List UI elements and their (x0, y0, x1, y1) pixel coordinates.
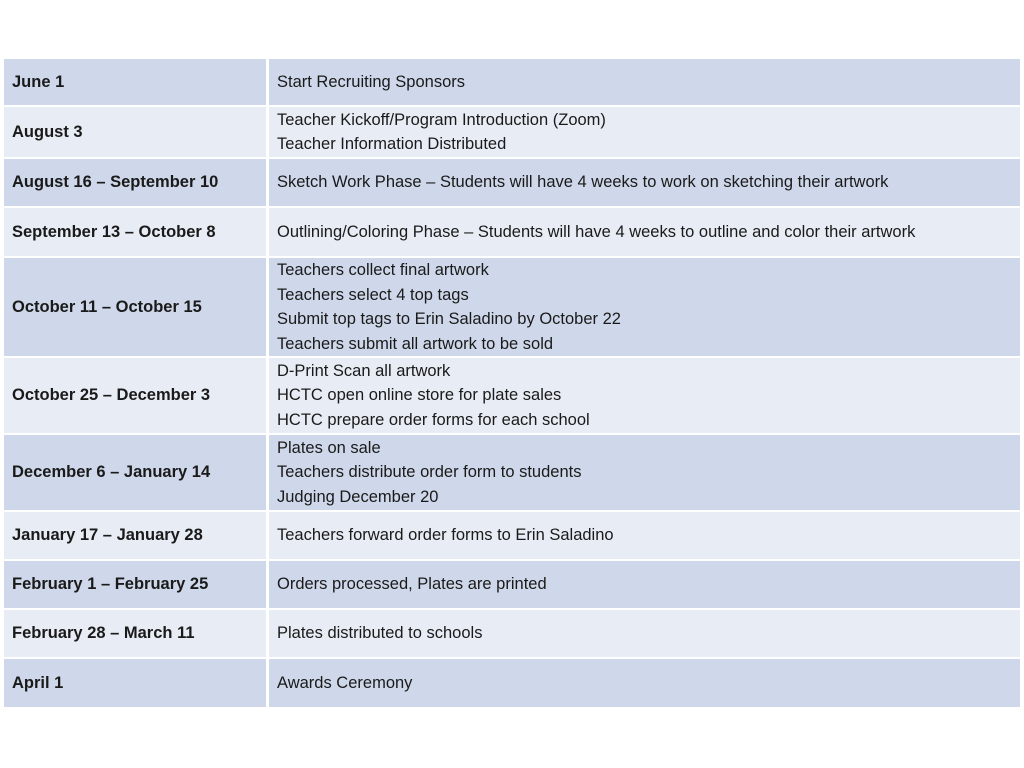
description-line: Orders processed, Plates are printed (277, 575, 547, 594)
schedule-description (269, 659, 1020, 707)
schedule-description (269, 358, 1020, 435)
schedule-date: October 11 – October 15 (4, 258, 269, 358)
schedule-body (4, 59, 1020, 707)
description-line: Teacher Information Distributed (277, 135, 507, 153)
schedule-row (4, 610, 1020, 659)
schedule-row (4, 358, 1020, 435)
schedule-row (4, 159, 1020, 208)
schedule-date: October 25 – December 3 (4, 358, 269, 435)
schedule-date: September 13 – October 8 (4, 208, 269, 258)
schedule-description (269, 107, 1020, 159)
description-line: D-Print Scan all artwork (277, 361, 451, 380)
description-line: Submit top tags to Erin Saladino by October 22 (277, 310, 621, 328)
schedule-date: August 16 – September 10 (4, 159, 269, 208)
schedule-description (269, 208, 1020, 258)
description-line: Teacher Kickoff/Program Introduction (Zoom) (277, 110, 606, 129)
description-line: Teachers distribute order form to students (277, 463, 582, 482)
schedule-row (4, 258, 1020, 358)
description-line: Awards Ceremony (277, 673, 413, 692)
description-line: Start Recruiting Sponsors (277, 72, 466, 91)
description-line: Teachers select 4 top tags (277, 285, 469, 304)
schedule-row (4, 561, 1020, 610)
schedule-table (4, 59, 1020, 707)
description-line: HCTC open online store for plate sales (277, 386, 562, 405)
schedule-date: August 3 (4, 107, 269, 159)
description-line: Sketch Work Phase – Students will have 4 weeks to work on sketching their artwork (277, 173, 889, 192)
schedule-row (4, 512, 1020, 561)
schedule-date: April 1 (4, 659, 269, 707)
schedule-date: June 1 (4, 59, 269, 107)
schedule-row (4, 659, 1020, 707)
description-line: HCTC prepare order forms for each school (277, 410, 590, 429)
schedule-date: December 6 – January 14 (4, 435, 269, 512)
schedule-description (269, 59, 1020, 107)
schedule-row (4, 435, 1020, 512)
description-line: Plates distributed to schools (277, 624, 483, 643)
schedule-date: January 17 – January 28 (4, 512, 269, 561)
description-line: Teachers forward order forms to Erin Saladino (277, 526, 614, 545)
description-line: Teachers submit all artwork to be sold (277, 334, 554, 353)
schedule-date: February 1 – February 25 (4, 561, 269, 610)
schedule-row (4, 208, 1020, 258)
schedule-row (4, 107, 1020, 159)
schedule-description (269, 610, 1020, 659)
schedule-description (269, 512, 1020, 561)
schedule-row (4, 59, 1020, 107)
schedule-description (269, 561, 1020, 610)
schedule-description (269, 435, 1020, 512)
description-line: Outlining/Coloring Phase – Students will have 4 weeks to outline and color their artwork (277, 222, 916, 241)
schedule-date: February 28 – March 11 (4, 610, 269, 659)
description-line: Judging December 20 (277, 487, 439, 506)
description-line: Plates on sale (277, 438, 381, 457)
schedule-description (269, 258, 1020, 358)
description-line: Teachers collect final artwork (277, 261, 489, 279)
schedule-description (269, 159, 1020, 208)
